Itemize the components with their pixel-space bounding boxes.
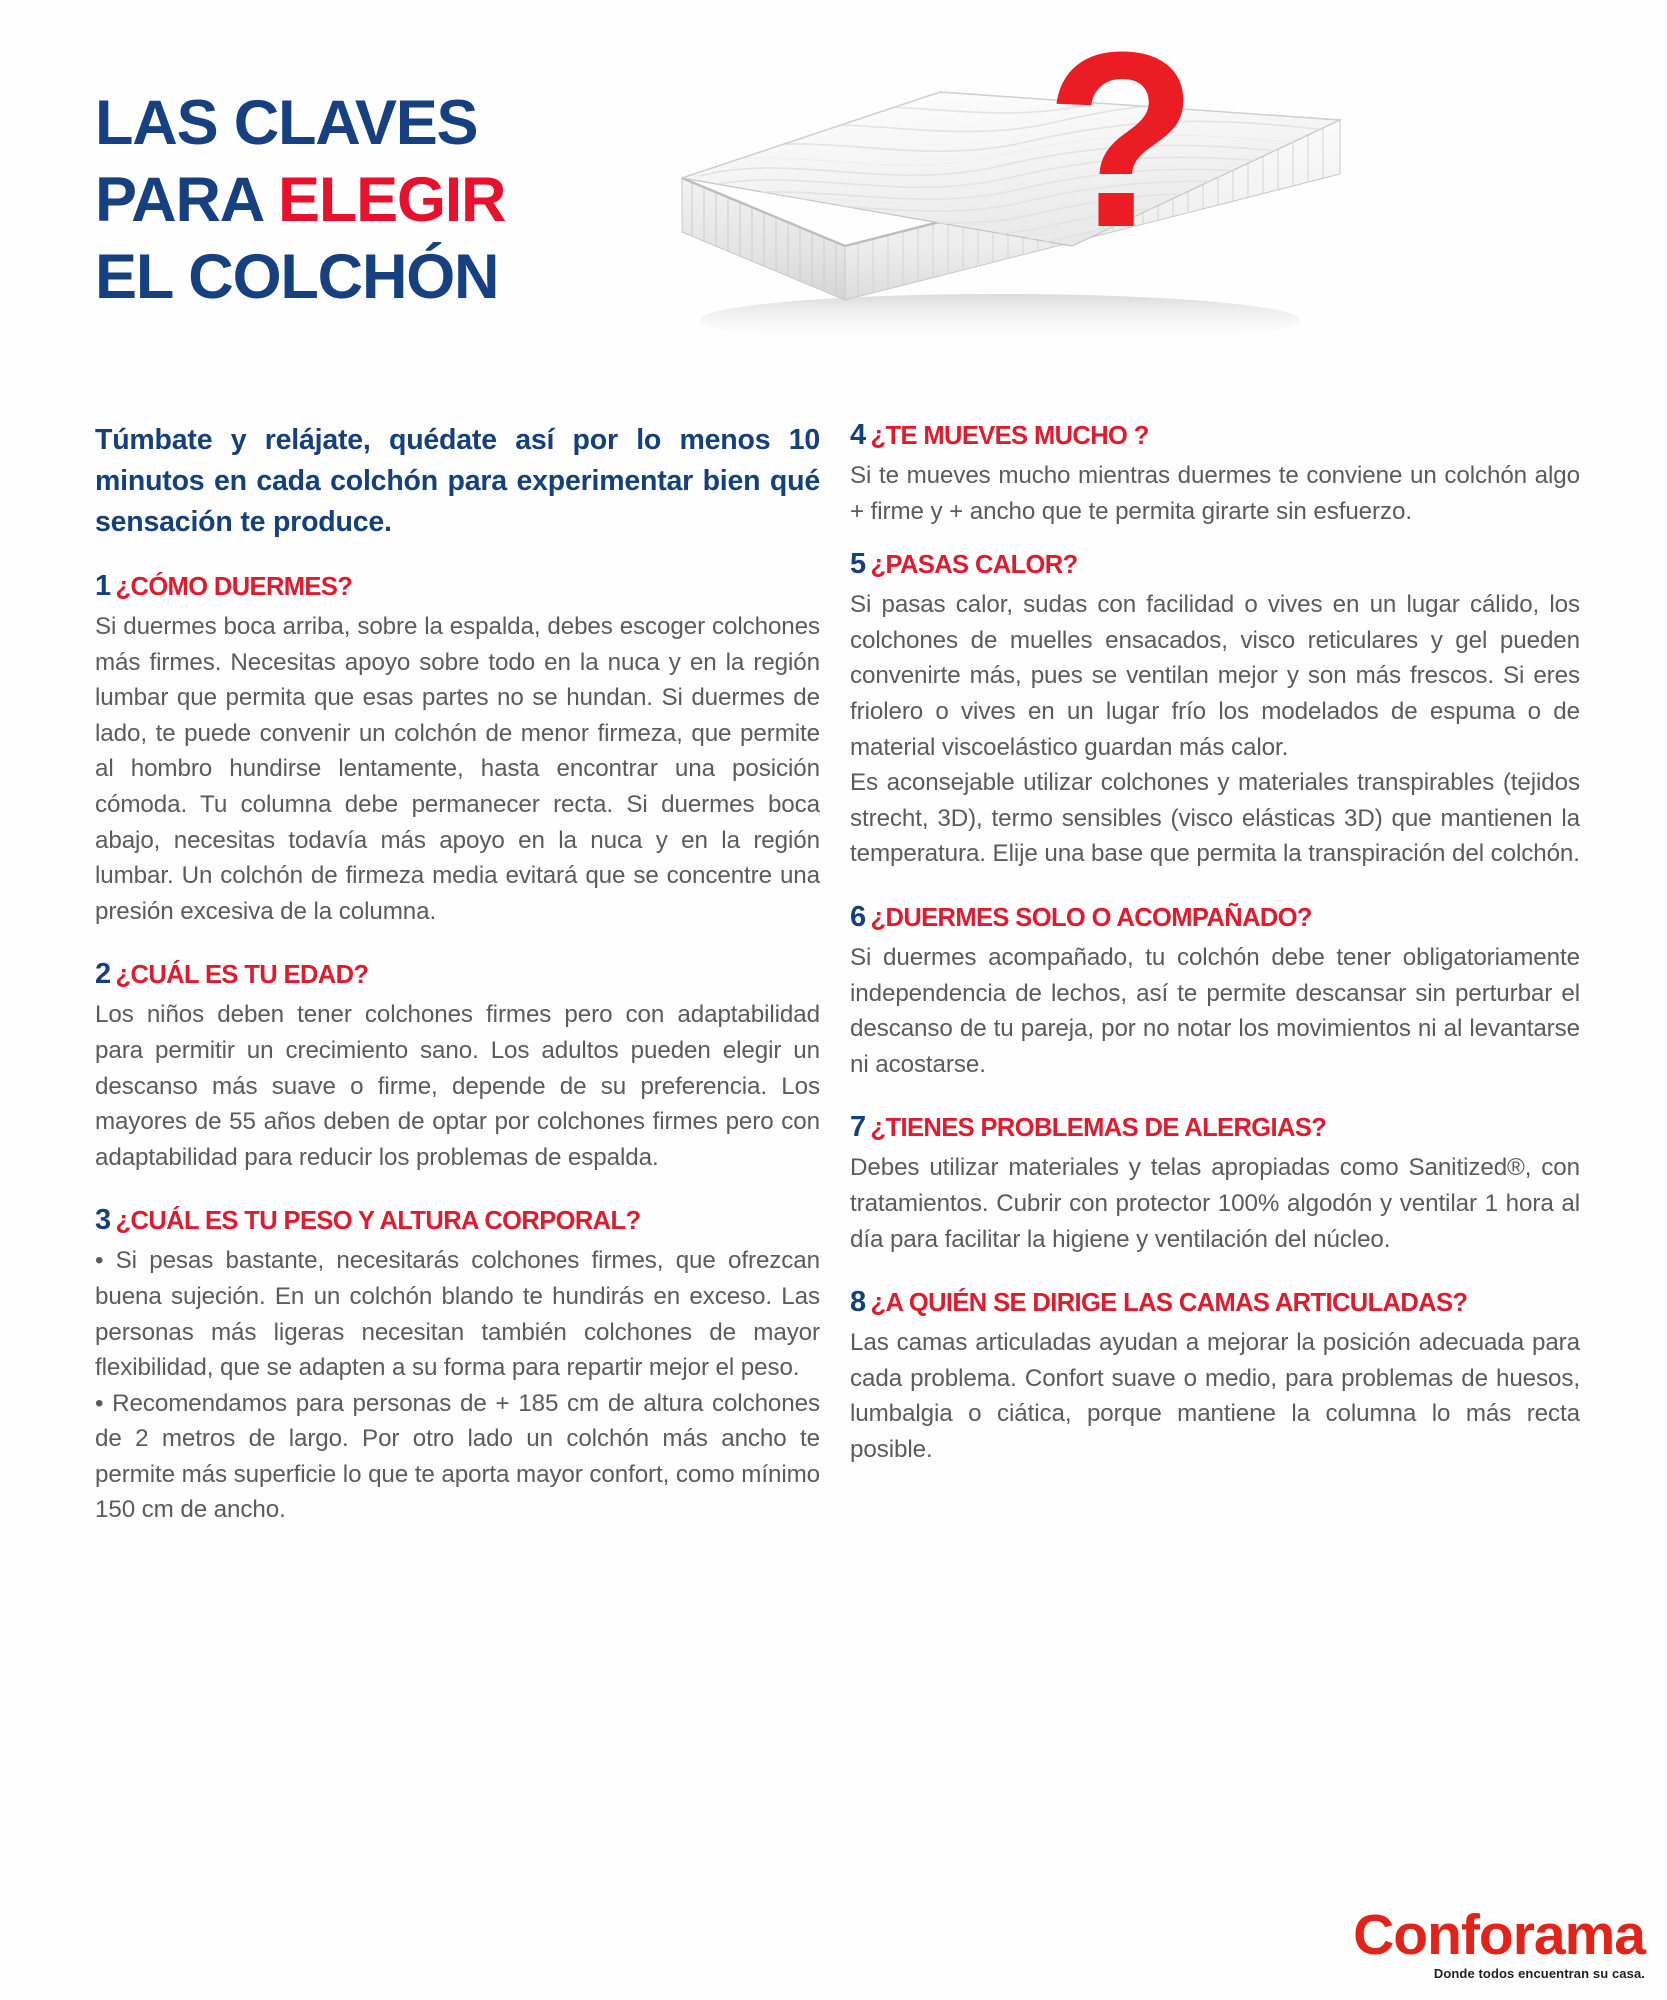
section-2-question: ¿CUÁL ES TU EDAD? — [115, 961, 369, 990]
section-8-body: Las camas articuladas ayudan a mejorar la posición adecuada para cada problema. Confort suave o medio, para problemas de huesos, lumbalgia o ciática, porque mantiene la columna lo más recta posible. — [850, 1329, 1580, 1463]
section-3-question: ¿CUÁL ES TU PESO Y ALTURA CORPORAL? — [115, 1207, 641, 1236]
section-8 — [850, 1287, 1580, 1467]
title-line-2-navy: PARA — [95, 165, 279, 235]
section-5-number: 5 — [850, 548, 866, 581]
section-6-question: ¿DUERMES SOLO O ACOMPAÑADO? — [870, 903, 1312, 932]
title-line-3: EL COLCHÓN — [95, 242, 499, 312]
section-1-body: Si duermes boca arriba, sobre la espalda, debes escoger colchones más firmes. Necesitas apoyo sobre todo en la nuca y en la región lumbar que permita que esas partes no se hundan. Si duermes de lado, te puede convenir un colchón de menor firmeza, que permite al hombro hundirse lentamente, hasta encontrar una posición cómoda. Tu columna debe permanecer recta. Si duermes boca abajo, necesitas todavía más apoyo en la nuca y en la región lumbar. Un colchón de firmeza media evitará que se concentre una presión excesiva de la columna. — [95, 613, 820, 925]
section-5-body-2: Es aconsejable utilizar colchones y materiales transpirables (tejidos strecht, 3D), termo sensibles (visco elásticas 3D) que mantienen la temperatura. Elije una base que permita la transpiración del colchón. — [850, 769, 1580, 868]
section-8-heading — [850, 1287, 1580, 1319]
brand-tagline: Donde todos encuentran su casa. — [1433, 1966, 1645, 1981]
section-8-number: 8 — [850, 1286, 866, 1319]
title-line-2 — [95, 162, 715, 239]
intro-paragraph: Túmbate y relájate, quédate así por lo menos 10 minutos en cada colchón para experimentar bien qué sensación te produce. — [95, 424, 820, 538]
title-line-2-red: ELEGIR — [278, 165, 506, 235]
section-1-heading — [95, 571, 820, 603]
left-column — [95, 405, 820, 1554]
section-2-number: 2 — [95, 958, 111, 991]
section-4 — [850, 420, 1580, 529]
section-4-heading — [850, 420, 1580, 452]
section-5 — [850, 549, 1580, 872]
content-area — [0, 405, 1667, 2000]
mattress-image — [640, 0, 1380, 400]
section-5-question: ¿PASAS CALOR? — [870, 551, 1078, 580]
section-1-number: 1 — [95, 570, 111, 602]
title-line-1: LAS CLAVES — [95, 88, 478, 158]
bullet-dot: • — [95, 1389, 113, 1417]
section-6-heading — [850, 902, 1580, 934]
section-7-body: Debes utilizar materiales y telas apropiadas como Sanitized®, con tratamientos. Cubrir con protector 100% algodón y ventilar 1 hora al día para facilitar la higiene y ventilación del núcleo. — [850, 1154, 1580, 1253]
right-column — [850, 405, 1580, 1493]
section-4-question: ¿TE MUEVES MUCHO ? — [870, 422, 1149, 450]
section-6-body: Si duermes acompañado, tu colchón debe tener obligatoriamente independencia de lechos, así te permite descansar sin perturbar el descanso de tu pareja, por no notar los movimientos ni al levantarse ni acostarse. — [850, 943, 1580, 1078]
section-3-bullet-1-text: Si pesas bastante, necesitarás colchones firmes, que ofrezcan buena sujeción. En un colchón blando te hundirás en exceso. Las personas más ligeras necesitan también colchones de mayor flexibilidad, que se adapten a su forma para repartir mejor el peso. — [95, 1247, 820, 1382]
mattress-illustration — [640, 0, 1380, 400]
section-7-heading — [850, 1112, 1580, 1144]
conforama-logo — [1315, 1905, 1645, 1982]
section-1-question: ¿CÓMO DUERMES? — [115, 573, 353, 601]
section-6 — [850, 902, 1580, 1082]
section-7-number: 7 — [850, 1111, 866, 1144]
hero-banner — [0, 0, 1667, 400]
section-8-question: ¿A QUIÉN SE DIRIGE LAS CAMAS ARTICULADAS? — [870, 1289, 1468, 1318]
section-2 — [95, 959, 820, 1175]
section-4-number: 4 — [850, 419, 866, 451]
section-2-body: Los niños deben tener colchones firmes pero con adaptabilidad para permitir un crecimiento sano. Los adultos pueden elegir un descanso más suave o firme, depende de su preferencia. Los mayores de 55 años deben de optar por colchones firmes pero con adaptabilidad para reducir los problemas de espalda. — [95, 1001, 820, 1171]
section-2-heading — [95, 959, 820, 991]
section-3-bullet-2 — [95, 1386, 820, 1528]
page-title — [95, 85, 715, 316]
brand-name: Conforama — [1353, 1903, 1645, 1967]
section-6-number: 6 — [850, 900, 866, 933]
bullet-dot: • — [95, 1247, 116, 1275]
section-5-body: Si pasas calor, sudas con facilidad o vives en un lugar cálido, los colchones de muelles ensacados, visco reticulares y gel pueden convenirte más, pues se ventilan mejor y son más frescos. Si eres friolero o vives en un lugar frío los modelados de espuma o de material viscoelástico guardan más calor. — [850, 591, 1580, 761]
section-7-question: ¿TIENES PROBLEMAS DE ALERGIAS? — [870, 1114, 1327, 1143]
section-7 — [850, 1112, 1580, 1257]
question-mark-icon: ? — [1045, 0, 1194, 279]
section-3 — [95, 1205, 820, 1528]
section-1 — [95, 571, 820, 929]
section-3-number: 3 — [95, 1204, 111, 1237]
section-3-bullet-2-text: Recomendamos para personas de + 185 cm de altura colchones de 2 metros de largo. Por otro lado un colchón más ancho te permite más superficie lo que te aporta mayor confort, como mínimo 150 cm de ancho. — [95, 1389, 820, 1524]
section-3-heading — [95, 1205, 820, 1237]
section-4-body: Si te mueves mucho mientras duermes te conviene un colchón algo + firme y + ancho que te permita girarte sin esfuerzo. — [850, 462, 1580, 525]
section-5-heading — [850, 549, 1580, 581]
section-3-bullet-1 — [95, 1243, 820, 1385]
